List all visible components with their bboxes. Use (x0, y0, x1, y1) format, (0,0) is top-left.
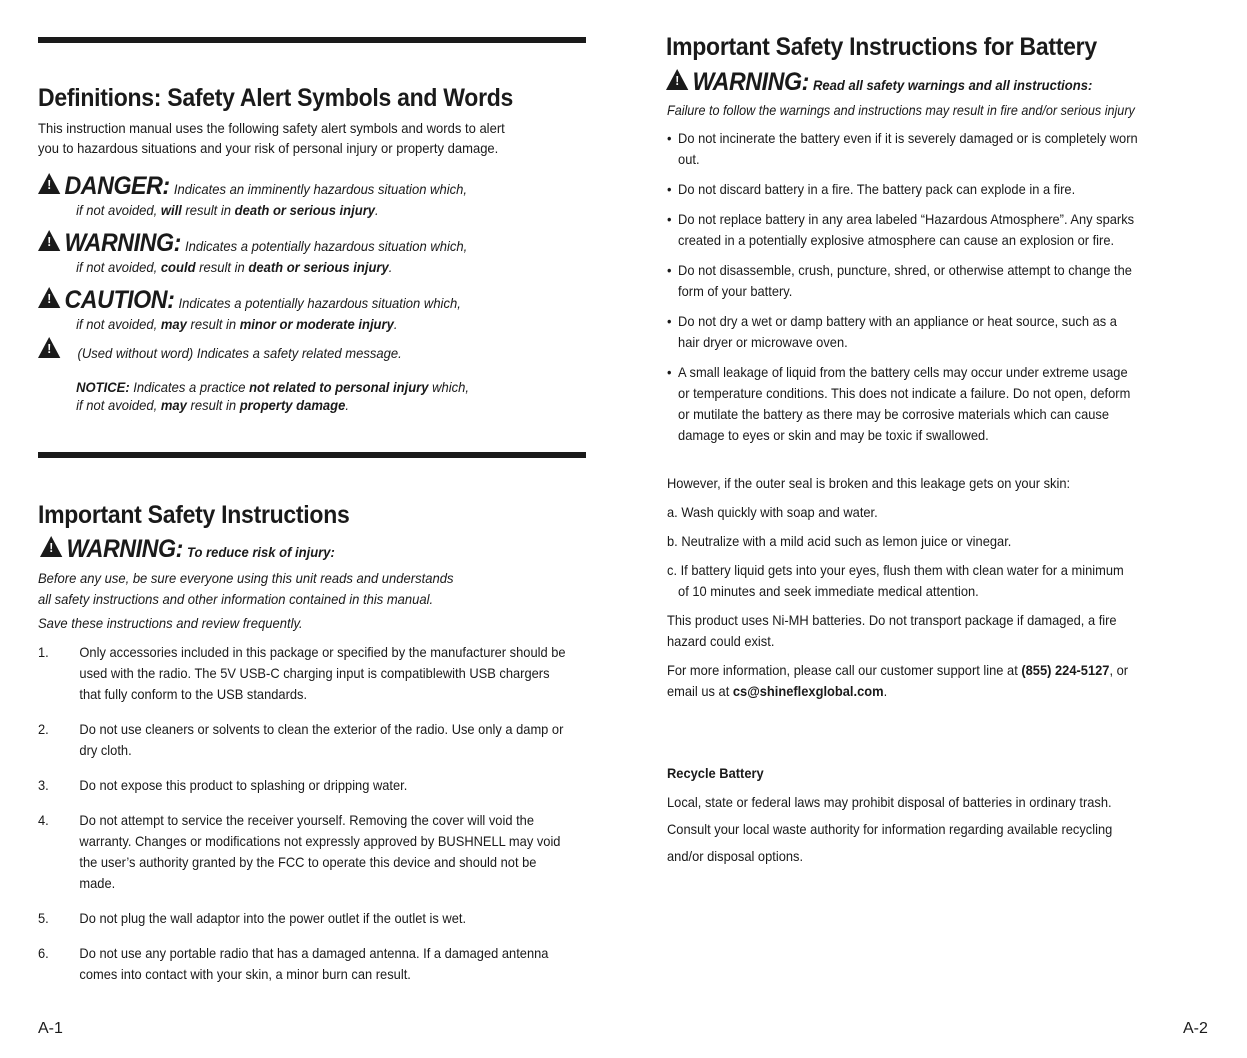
symbol-only-text: (Used without word) Indicates a safety related message. (77, 345, 402, 361)
list-item: 4. Do not attempt to service the receiver yourself. Removing the cover will void the warranty. Changes or modifications not expressly approved by BUSHNELL may void the user’s authority granted by the FCC to operate this device and should not be made. (38, 812, 561, 891)
safety-list (38, 642, 581, 999)
battery-warning (666, 68, 1168, 97)
list-item: • Do not disassemble, crush, puncture, shred, or otherwise attempt to change the form of your battery. (667, 262, 1132, 299)
battery-bullets (667, 128, 1210, 455)
recycle-line-1: Local, state or federal laws may prohibit disposal of batteries in ordinary trash. (667, 794, 1112, 810)
danger-alert (38, 172, 540, 219)
page-number-right: A-2 (1183, 1020, 1208, 1037)
danger-text: Indicates an imminently hazardous situation which, (173, 181, 467, 197)
list-item: 3. Do not expose this product to splashing or dripping water. (38, 777, 408, 793)
nimh-line-2: hazard could exist. (667, 633, 775, 649)
top-rule-left (38, 37, 586, 43)
safety-title: Important Safety Instructions (38, 501, 350, 529)
battery-warning-word: WARNING: (692, 68, 809, 96)
step-b: b. Neutralize with a mild acid such as lemon juice or vinegar. (667, 533, 1012, 549)
notice-line-1: NOTICE: Indicates a practice not related to personal injury which, (76, 379, 470, 395)
safety-warning-text: To reduce risk of injury: (186, 544, 335, 560)
step-c-line-1: c. If battery liquid gets into your eyes, flush them with clean water for a minimum (667, 562, 1124, 578)
battery-warning-sub: Failure to follow the warnings and instructions may result in fire and/or serious injury (667, 102, 1135, 118)
nimh-line-1: This product uses Ni-MH batteries. Do not transport package if damaged, a fire (667, 612, 1117, 628)
caution-alert (38, 286, 540, 333)
definitions-title: Definitions: Safety Alert Symbols and Words (38, 84, 514, 112)
caution-text: Indicates a potentially hazardous situation which, (178, 295, 461, 311)
list-item: • Do not discard battery in a fire. The battery pack can explode in a fire. (667, 181, 1076, 197)
caution-consequence: if not avoided, may result in minor or moderate injury. (76, 316, 398, 332)
contact-line-2: email us at cs@shineflexglobal.com. (667, 683, 888, 699)
recycle-line-3: and/or disposal options. (667, 848, 804, 864)
danger-word: DANGER: (64, 172, 170, 200)
symbol-only-alert (38, 337, 540, 363)
leakage-steps (667, 473, 1210, 702)
warning-triangle-icon (38, 173, 60, 194)
warning-consequence: if not avoided, could result in death or serious injury. (76, 259, 393, 275)
page-number-left: A-1 (38, 1020, 63, 1037)
warning-word: WARNING: (64, 229, 181, 257)
list-item: 6. Do not use any portable radio that has a damaged antenna. If a damaged antenna comes into contact with your skin, a minor burn can result. (38, 945, 549, 982)
lead-line-3: Save these instructions and review frequently. (38, 615, 303, 631)
warning-triangle-icon (38, 287, 60, 308)
warning-text: Indicates a potentially hazardous situation which, (184, 238, 468, 254)
battery-title: Important Safety Instructions for Battery (666, 33, 1097, 61)
warning-triangle-icon (38, 337, 60, 358)
contact-line-1: For more information, please call our customer support line at (855) 224-5127, or (667, 662, 1129, 678)
warning-triangle-icon (38, 230, 60, 251)
step-c-line-2: of 10 minutes and seek immediate medical attention. (678, 583, 979, 599)
list-item: 2. Do not use cleaners or solvents to clean the exterior of the radio. Use only a damp or dry cloth. (38, 721, 564, 758)
notice-line-2: if not avoided, may result in property damage. (76, 397, 349, 413)
support-email: cs@shineflexglobal.com (732, 683, 884, 699)
support-phone: (855) 224-5127 (1021, 662, 1110, 678)
list-item: 1. Only accessories included in this package or specified by the manufacturer should be used with the radio. The 5V USB-C charging input is compatiblewith USB chargers that fully conform to the USB standards. (38, 644, 566, 702)
safety-warning (40, 535, 542, 564)
definitions-intro (38, 118, 596, 158)
recycle-section (667, 760, 1210, 870)
step-a: a. Wash quickly with soap and water. (667, 504, 878, 520)
list-item: • Do not replace battery in any area labeled “Hazardous Atmosphere”. Any sparks created in a potentially explosive atmosphere can cause an explosion or fire. (667, 211, 1135, 248)
intro-line-2: you to hazardous situations and your risk of personal injury or property damage. (38, 140, 499, 156)
recycle-line-2: Consult your local waste authority for information regarding available recycling (667, 821, 1113, 837)
intro-line-1: This instruction manual uses the following safety alert symbols and words to alert (38, 120, 505, 136)
danger-consequence: if not avoided, will result in death or serious injury. (76, 202, 379, 218)
notice-alert (38, 378, 540, 414)
list-item: • Do not incinerate the battery even if it is severely damaged or is completely worn out. (667, 130, 1138, 167)
caution-word: CAUTION: (64, 286, 175, 314)
however-text: However, if the outer seal is broken and this leakage gets on your skin: (667, 475, 1071, 491)
list-item: • A small leakage of liquid from the battery cells may occur under extreme usage or temperature conditions. This does not indicate a failure. Do not open, deform or mutilate the battery as there may be corrosive materials which can cause damage to eyes or skin and may be toxic if swallowed. (667, 364, 1131, 443)
safety-warning-word: WARNING: (66, 535, 183, 563)
warning-alert (38, 229, 540, 276)
warning-triangle-icon (666, 69, 688, 90)
list-item: • Do not dry a wet or damp battery with an appliance or heat source, such as a hair dryer or microwave oven. (667, 313, 1117, 350)
battery-warning-text: Read all safety warnings and all instructions: (812, 77, 1093, 93)
recycle-title: Recycle Battery (667, 765, 764, 781)
lead-line-1: Before any use, be sure everyone using this unit reads and understands (38, 570, 454, 586)
mid-rule-left (38, 452, 586, 458)
warning-triangle-icon (40, 536, 62, 557)
lead-line-2: all safety instructions and other information contained in this manual. (38, 591, 434, 607)
list-item: 5. Do not plug the wall adaptor into the power outlet if the outlet is wet. (38, 910, 467, 926)
safety-lead (38, 568, 596, 634)
